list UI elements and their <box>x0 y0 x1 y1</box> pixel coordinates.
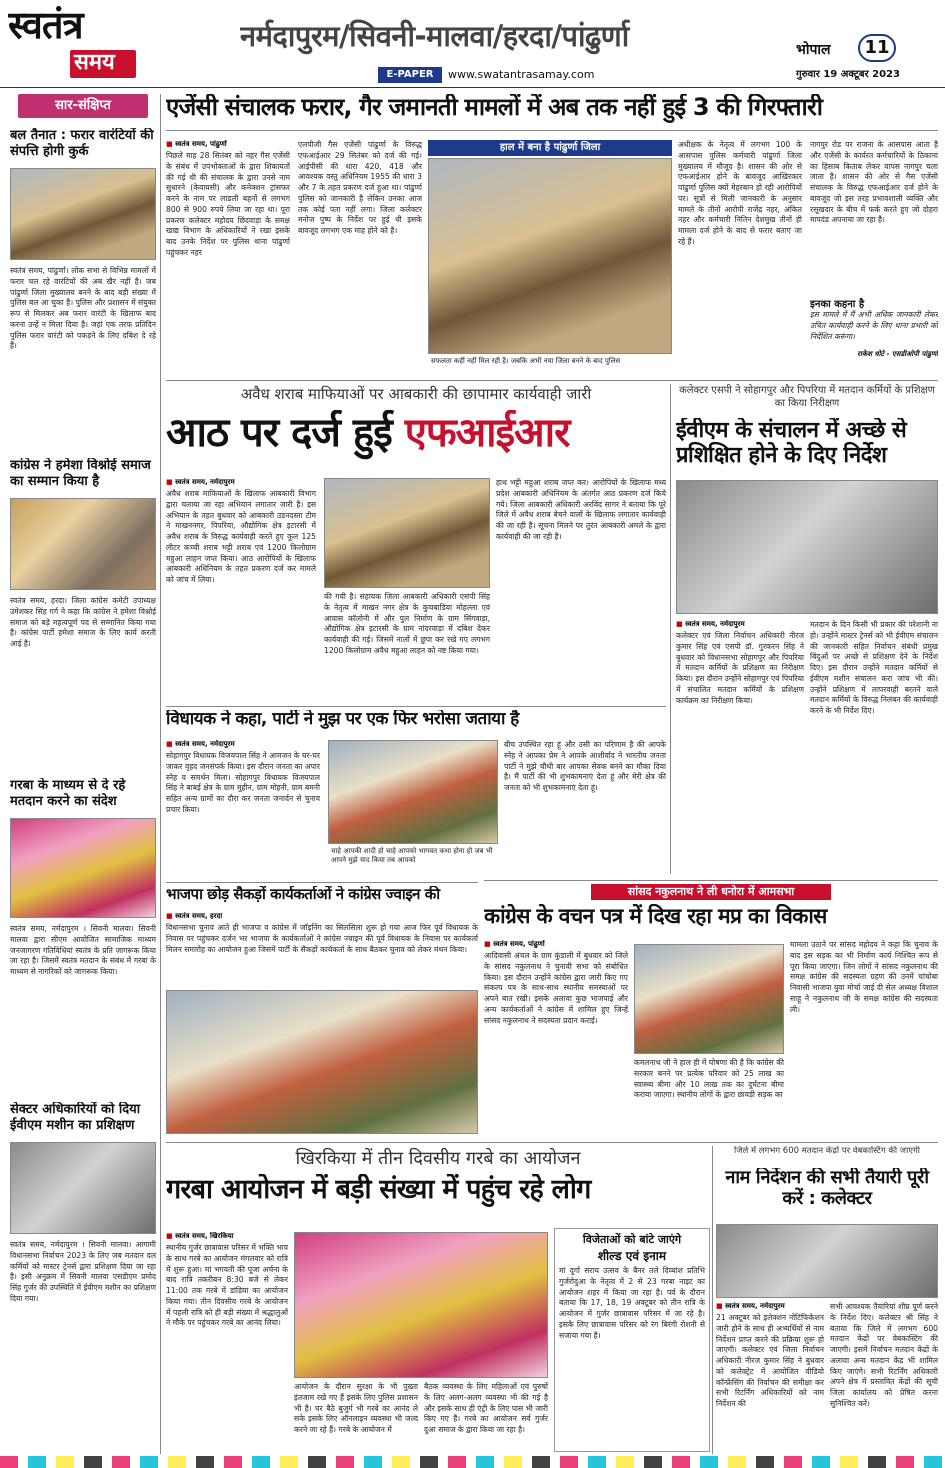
mla-photo <box>328 740 498 844</box>
liquor-byline: ■ स्वतंत्र समय, नर्मदापुरम <box>166 478 316 487</box>
bjp-join-text: विधानसभा चुनाव आते ही भाजपा व कांग्रेस में जॉइनिंग का सिलसिला शुरू हो गया आज फिर पूर्व विधायक के निवास पर पहुंचकर दर्जन भर भाजपा के कार्यकर्ताओं ने कांग्रेस ज्वाइन की पूर्व विधायक के निवास पर कार्यकर्ता मिलन समारोह का आयोजन हुआ जिसमें पार्टी के सैकड़ों कार्यकर्ता के साथ बैठकर चुनाव को लेकर मंथन किया। <box>166 923 478 954</box>
sidebar-item-title: कांग्रेस ने हमेशा विश्नोई समाज का सम्मान किया है <box>10 458 151 489</box>
nakul-text-1: आदिवासी अंचल के ग्राम कुंडाली में बुधवार को जिले के सांसद नकुलनाथ ने चुनावी सभा को संबोधित किया। इस दौरान उन्होंने कांग्रेस द्वारा जारी किए गए संकल्प पत्र के साथ-साथ स्थानीय समस्याओं पर अपने बात रखी। इसके अलावा कुछ भाजपाई और अन्य कार्यकर्ताओं ने कांग्रेस में शामिल हुए जिन्हें सांसद नकुलनाथ ने सदस्यता प्रदान कराई। <box>484 951 628 1025</box>
garba-prize-box <box>554 1228 710 1452</box>
nakul-photo <box>634 944 784 1054</box>
evm-story <box>676 384 938 874</box>
bjp-join-headline: भाजपा छोड़ सैकड़ों कार्यकर्ताओं ने कांग्रेस ज्वाइन की <box>166 886 440 903</box>
epaper-label: E-PAPER <box>378 67 442 83</box>
website: www.swatantrasamay.com <box>448 68 595 81</box>
nomination-photo <box>716 1224 938 1298</box>
sidebar-photo <box>10 818 156 918</box>
quote-author: राकेश धोटे - एसडीओपी पांढुर्णा <box>857 350 938 358</box>
bjp-join-photo <box>166 990 478 1134</box>
lead-photo-block <box>428 140 672 375</box>
lead-col-4 <box>810 140 938 375</box>
liquor-headline-part-2: एफआईआर <box>404 410 570 456</box>
quote-body: इस मामले में मैं अभी अधिक जानकारी लेकर उचित कार्यवाही करने के लिए थाना प्रभारी को निर्देशित करूंगा। <box>810 310 938 341</box>
lead-text-1: पिछले माह 28 सितंबर को नहर गैस एजेंसी के संबंध में उपभोक्ताओं के द्वारा शिकायतों की गई थी की संचालक के द्वारा उनसे नाम सुधारने (केवायसी) और कनेक्शन ट्रांसफर करने के नाम पर लाडली बहनों से लगभग 800 से 900 रुपये लिया जा रहा था। पूरा प्रकरण कलेक्टर महोदय छिंदवाड़ा के समक्ष खाद्य विभाग के अधिकारियों ने रखा इसके बाद उनके निर्देश पर पुलिस थाना पांढुर्णा पहुंचकर नहर <box>166 151 290 258</box>
mla-text-3: बीच उपस्थित रहा हूं और उसी का परिणाम है की आपके स्नेह ने आपका प्रेम ने आपके आशीर्वाद ने भारतीय जनता पार्टी ने मुझे चौथी बार आपका सेवक बनने का मौका दिया है। मैं पार्टी की भी शुभकामनाएं देता हूं और मेरी क्षेत्र की जनता को भी शुभकामनाएं देता हूं। <box>504 740 666 793</box>
liquor-kicker: अवैध शराब माफियाओं पर आबकारी की छापामार कार्यवाही जारी <box>240 385 592 403</box>
mla-story <box>166 710 666 880</box>
garba-col-1 <box>166 1232 288 1452</box>
lead-photo-caption: सफलता कहीं नहीं मिल रही है। जबकि अभी नया जिला बनने के बाद पुलिस <box>428 356 672 374</box>
sidebar-item-title: सेक्टर अधिकारियों को दिया ईवीएम मशीन का प्रशिक्षण <box>10 1102 141 1133</box>
nakul-kicker: सांसद नकुलनाथ ने ली धनोरा में आमसभा <box>591 884 831 900</box>
logo <box>8 6 158 84</box>
sidebar-item-title: बल तैनात : फरार वारंटियों की संपत्ति होगी कुर्क <box>10 128 154 159</box>
nomination-byline: ■ स्वतंत्र समय, नर्मदापुरम <box>716 1302 824 1311</box>
nomination-text-1: 21 अक्टूबर को इलेक्शन नोटिफिकेशन जारी होने के साथ ही अभ्यर्थियों से नाम निर्देशन प्राप्त करने की प्रक्रिया शुरू हो जाएगी। कलेक्टर एवं जिला निर्वाचन अधिकारी नीरज कुमार सिंह ने बुधवार को कलेक्ट्रेट में आयोजित वीडियो कॉन्फ्रेंसिंग की निर्वाचन की समीक्षा कर सभी रिटर्निंग अधिकारियों को नाम निर्देशन की <box>716 1313 824 1409</box>
liquor-headline <box>166 410 666 462</box>
evm-byline: ■ स्वतंत्र समय, नर्मदापुरम <box>676 620 804 629</box>
lead-text-2: एलपीजी गैस एजेंसी पांढुर्णा के विरुद्ध एफआईआर 29 सितंबर को दर्ज की गई। आईपीसी की धारा 420, 418 और आवश्यक वस्तु अधिनियम 1955 की धारा 3 और 7 के तहत प्रकरण दर्ज हुआ था। पांढुर्णा पुलिस को जानकारी है लेकिन उनका आज तक कोई पता नहीं लगा। जिला कलेक्टर मनोज पुष्प के निर्देश पर हुई थी इसके बावजूद लगभग एक माह होने को है। <box>298 140 422 236</box>
mla-col-1 <box>166 740 320 876</box>
nomination-text-2: सभी आवश्यक तैयारियां शीघ्र पूर्ण करने के निर्देश दिए। कलेक्टर श्री सिंह ने बताया कि जिले में लगभग 600 मतदान केंद्रों पर वेबकास्टिंग की जाएगी। इसमें निर्वाचन मतदान केंद्रों के अलावा अन्य मतदान केंद्र भी शामिल किए जाएंगे। सभी रिटर्निंग अधिकारी अपने क्षेत्र में प्रस्तावित केंद्रों की सूची जिला कार्यालय को प्रेषित करना सुनिश्चित करें। <box>830 1302 938 1409</box>
sidebar-item-body: स्वतंत्र समय, पांढुर्णा। लोक सभा से विभिन्न मामलों में फरार चल रहे वारंटियों की अब खैर नहीं है। जब पांढुर्णा जिला मुख्यालय बनने के बाद बड़ी संख्या में पुलिस बल आ चुका है। पुलिस और प्रशासन में संयुक्त रूप से मिलकर अब फरार वारंटी के खिलाफ बाद करना उन्हें न मिला दिया है। जहां एक तरफ प्रतिदिन पुलिस फरार वारंटी को पकड़ने के लिए दबिश दे रहे हैं। <box>10 266 156 351</box>
garba-photo <box>294 1232 548 1378</box>
garba-story <box>166 1146 710 1454</box>
sidebar-item-1 <box>10 128 156 428</box>
garba-text-3: बैठक व्यवस्था के लिए महिलाओं एवं पुरुषों के लिए अलग-अलग व्यवस्था भी की गई है और इसके साथ ही एंट्री के लिए पास भी जारी किए गए हैं। गरबे का आयोजन सर्व गुर्जर दुआ समाज के द्वारा किया जा रहा है। <box>424 1382 548 1435</box>
nakul-col-1 <box>484 940 628 1136</box>
nomination-headline: नाम निर्देशन की सभी तैयारी पूरी करें : कलेक्टर <box>725 1168 929 1209</box>
sidebar-section-label: सार-संक्षिप्त <box>18 94 148 118</box>
nakul-story <box>484 884 938 1138</box>
bjp-join-story <box>166 886 478 1138</box>
mla-headline: विधायक ने कहा, पार्टी ने मुझ पर एक फिर भरोसा जताया है <box>166 710 519 729</box>
mla-photo-caption: चाहे आपकी शादी हो चाहे आपको भागवत कथा होना हो जब भी आपने मुझे याद किया तब आपको <box>328 846 498 874</box>
page-number: 11 <box>858 34 896 62</box>
quote-title: इनका कहना है <box>810 299 865 310</box>
nakul-text-3: मामला उठाने पर सांसद महोदय ने कहा कि चुनाव के बाद इस सड़क का भी निर्माण कार्य निश्चित रूप से पूरा किया जाएगा। जिन लोगों ने सांसद नकुलनाथ की समक्ष कांग्रेस की सदस्यता ग्रहण की उनमें चांचोबा निवासी भाजपा युवा मोर्चा जाई दी सेल अध्यक्ष विशाल साहू ने नकुलनाथ जी के समक्ष कांग्रेस की सदस्यता ली। <box>790 940 938 1014</box>
liquor-text-1: अवैध शराब माफियाओं के खिलाफ आबकारी विभाग द्वारा चलाया जा रहा अभियान लगातार जारी है। इस अभियान के तहत बुधवार को आबकारी उडनदस्ता टीम ने माखननगर, पिपरिया, औद्योगिक क्षेत्र इटारसी में अवैध शराब के विरुद्ध कार्यवाही करते हुए कुल 125 लीटर कच्ची शराब भट्टी शराब एवं 1200 किलोग्राम महुआ लाहन जप्त किया। आठ आरोपियों के खिलाफ आबकारी अधिनियम के तहत प्रकरण दर्ज कर मामले को जांच में लिया। <box>166 489 316 585</box>
sidebar-photo <box>10 1142 156 1234</box>
evm-col-1 <box>676 620 804 870</box>
sidebar-item-4 <box>10 1102 156 1452</box>
lead-headline: एजेंसी संचालक फरार, गैर जमानती मामलों में अब तक नहीं हुई 3 की गिरफ्तारी <box>166 94 823 121</box>
nomination-kicker: जिले में लगभग 600 मतदान केंद्रों पर वेबकास्टिंग की जाएगी <box>734 1146 920 1156</box>
nomination-col-1 <box>716 1302 824 1452</box>
sidebar-item-body: स्वतंत्र समय, हरदा। जिला कांग्रेस कमेटी उपाध्यक्ष उमेशकर सिंह गर्ग ने कहा कि कांग्रेस ने हमेशा विश्नोई समाज को बड़े महत्वपूर्ण पद से सम्मानित किया गया है। कांग्रेस पार्टी हमेशा समाज के लिए कार्य करती आई है। <box>10 596 156 649</box>
prize-box-title-1: विजेताओं को बांटे जाएंगे <box>582 1233 682 1246</box>
liquor-col-1 <box>166 478 316 698</box>
logo-bottom: समय <box>74 50 115 75</box>
liquor-text-3: हाथ भट्टी महुआ शराब जप्त कर। आरोपियों के खिलाफ मध्य प्रदेश आबकारी अधिनियम के अंतर्गत आठ प्रकरण दर्ज किये गये। जिला आबकारी अधिकारी अरविंद सागर ने बताया कि पूरे जिले में अवैध शराब बेचने वालों के खिलाफ लगातार कार्यवाही की जा रही है। सूचना मिलने पर तुरंत आबकारी अमले के द्वारा कार्यवाही की जा रही है। <box>496 478 666 541</box>
sidebar-item-body: स्वतंत्र समय, नर्मदापुरम । सिवनी मालवा। आगामी विधानसभा निर्वाचन 2023 के लिए जब मतदान दल कर्मियों को मास्टर ट्रेनर्स द्वारा प्रशिक्षण दिया जा रहा है। इसी अनुक्रम में सिवनी मालवा एसडीएम प्रमोद सिंह गुर्जर की उपस्थिति में ईवीएम मशीन का प्रशिक्षण दिया गया। <box>10 1240 156 1303</box>
evm-headline: ईवीएम के संचालन में अच्छे से प्रशिक्षित होने के दिए निर्देश <box>676 418 907 469</box>
liquor-photo <box>324 478 490 588</box>
nakul-byline: ■ स्वतंत्र समय, पांढुर्णा <box>484 940 628 949</box>
bjp-join-byline: ■ स्वतंत्र समय, हरदा <box>166 912 478 921</box>
sidebar-portrait <box>10 498 156 590</box>
sidebar-item-2 <box>10 458 156 758</box>
sidebar <box>10 94 156 1454</box>
nakul-photo-caption: कमलनाथ जी ने हाल ही में घोषणा की है कि कांग्रेस की सरकार बनने पर प्रत्येक परिवार को 25 लाख का स्वास्थ्य बीमा और 10 लाख तक का दुर्घटना बीमा कराया जाएगा। स्थानीय लोगों के द्वारा छावड़ी सड़क का <box>634 1058 784 1100</box>
lead-col-1 <box>166 140 290 375</box>
mla-text-1: सोहागपुर विधायक विजयपाल सिंह ने आमजन के घर-घर जाकर वृहद जनसंपर्क किया। इस दौरान जनता का अपार स्नेह व समर्थन मिला। सोहागपुर विधायक विजयपाल सिंह ने बाबई क्षेत्र के ग्राम मुहीन, ग्राम मोहनी, ग्राम बमनी सहित अन्य ग्रामों का दौरा कर जनता जनार्दन से चुनाव प्रचार किया। <box>166 751 320 814</box>
issue-date: गुरुवार 19 अक्टूबर 2023 <box>796 69 900 80</box>
liquor-text-2: की गयी है। सहायक जिला आबकारी अधिकारी एसपी सिंह के नेतृत्व में माखन नगर क्षेत्र के कुचबाडिया मोहल्ला एवं आवास कॉलोनी में और पुल निर्माण के ग्राम सिंगवाड़ा, औद्योगिक क्षेत्र इटारसी के ग्राम नांदरवाड़ा में दबिश देकर कार्यवाही की गई। जिसमें नालों में छुपा कर रखे गए लगभग 1200 किलोग्राम अवैध महुआ लाहन को नष्ट किया गया। <box>324 592 490 655</box>
sidebar-item-title: गरबा के माध्यम से दे रहे मतदान करने का संदेश <box>10 778 126 809</box>
mla-byline: ■ स्वतंत्र समय, नर्मदापुरम <box>166 740 320 749</box>
sidebar-photo <box>10 168 156 260</box>
garba-byline: ■ स्वतंत्र समय, खिरकिया <box>166 1232 288 1241</box>
lead-byline: ■ स्वतंत्र समय, पांढुर्णा <box>166 140 290 149</box>
edition-title: नर्मदापुरम/सिवनी-मालवा/हरदा/पांढुर्णा <box>240 19 629 53</box>
masthead <box>0 0 945 88</box>
sidebar-item-3 <box>10 778 156 1088</box>
liquor-headline-part-1: आठ पर दर्ज हुई <box>166 410 405 456</box>
prize-box-title-2: शील्ड एवं इनाम <box>597 1249 667 1263</box>
logo-top: स्वतंत्र <box>8 6 83 47</box>
evm-text-1: कलेक्टर एवं जिला निर्वाचन अधिकारी नीरज कुमार सिंह एवं एसपी डॉ. गुरकरन सिंह ने बुधवार को विधानसभा सोहागपुर और पिपरिया में मतदान कर्मियों के प्रशिक्षण का निरीक्षण किया। इस दौरान उन्होंने सोहागपुर एवं पिपरिया में संचालित मतदान कर्मियों के प्रशिक्षण कार्यक्रम का निरीक्षण किया। <box>676 631 804 705</box>
city-label: भोपाल <box>796 42 831 58</box>
evm-kicker: कलेक्टर एसपी ने सोहागपुर और पिपरिया में मतदान कर्मियों के प्रशिक्षण का किया निरीक्षण <box>679 385 935 409</box>
evm-text-2: मतदान के दिन किसी भी प्रकार की परेशानी ना हो। उन्होंने मास्टर ट्रेनर्स को भी ईवीएम संचालन की जानकारी सहित निर्वाचन संबंधी प्रमुख बिंदुओं पर अच्छे से प्रशिक्षण देने के निर्देश दिए। इस दौरान उन्होंने मतदान कर्मियों से ईवीएम मशीन संचालन करा जांच भी की। उन्होंने प्रशिक्षण में लापरवाही बरतने वाले मतदान कर्मियों के विरुद्ध निलंबन की कार्यवाही करने के भी निर्देश दिए। <box>810 620 938 716</box>
evm-photo <box>676 480 938 614</box>
garba-kicker: खिरकिया में तीन दिवसीय गरबे का आयोजन <box>295 1148 581 1169</box>
liquor-story <box>166 384 666 704</box>
lead-text-4: नागपुर रोड पर राजना के आसपास आता है और एजेंसी के कार्यरत कर्मचारियों के ठिकाना का हिसाब किताब लेकर वापस नागपुर चला जाता है। शासन की ओर से गैस एजेंसी संचालक के विरुद्ध एफआईआर दर्ज होने के बावजूद जो इस तरह प्रभावशाली व्यक्ति और रसूखदार के बीच में फर्क करते हुए जो दोहरा मापदंड अपनाया जा रहा है। <box>810 140 938 225</box>
color-registration-strip <box>0 1456 945 1468</box>
garba-headline: गरबा आयोजन में बड़ी संख्या में पहुंच रहे लोग <box>166 1174 591 1205</box>
prize-box-text: मां दुर्गा सराय उत्सव के बैनर तले दिव्यांश प्रतिभि गुर्जरोदुआ के नेतृत्व में 2 से 23 गरबा नाइट का आयोजन शहर में किया जा रहा है। पर्व के दौरान बताया कि 17, 18, 19 अक्टूबर को तीन रात्रि के आयोजन में गुर्जर छात्रावास परिसर में जा रहे है। इसके लिए छात्रावास परिसर को रंग बिरंगी रोशनी से सजाया गया है। <box>559 1266 705 1340</box>
garba-text-2: आयोजन के दौरान सुरक्षा के भी पुख्ता इंतजाम रखे गए हैं इसके लिए पुलिस प्रशासन भी है। घर बैठे बुजुर्ग भी गरबे का आनंद ले सके इसके लिए ऑनलाइन व्यवस्था भी जल्द करने जा रहे हैं। गरबे के आयोजन में <box>294 1382 418 1435</box>
lead-story <box>166 94 938 379</box>
sidebar-item-body: स्वतंत्र समय, नर्मदापुरम । सिवनी मालवा। सिवनी मालवा द्वारा सीएम आयोजित सामाजिक माध्यम जनजागरण गतिविधियां स्वतंत्र के प्रति जागरूक किया जा रहा है। जिसमें स्वतंत्र मतदान के संबंध में गरबा के माध्यम से नागरिकों को जागरूक किया। <box>10 924 156 977</box>
nakul-headline: कांग्रेस के वचन पत्र में दिख रहा मप्र का विकास <box>484 904 827 928</box>
lead-photo <box>428 158 672 354</box>
lead-photo-label: हाल में बना है पांढुर्णा जिला <box>428 140 672 156</box>
lead-text-3: अधीक्षक के नेतृत्व में लगभग 100 के आसपास पुलिस कर्मचारी पांढुर्णा जिला मुख्यालय में मौजूद है। शासन की ओर से एफआईआर होने के बावजूद आखिरकार पांढुर्णा पुलिस क्यों मेहरबान हो रही आरोपियों पर। सूत्रों से मिली जानकारी के अनुसार मामले के तीनों आरोपी राजेंद्र नहर, अंकित नहर और कर्मचारी नितिन देशमुख तीनों ही मामला दर्ज होने के बाद से फरार बताए जा रहे हैं। <box>678 140 802 247</box>
nomination-story <box>716 1146 938 1454</box>
garba-text-1: स्थानीय गुर्जर छात्रावास परिसर में भक्ति भाव के साथ गरबे का आयोजन मंगलवार को रात्रि में शुरू हुआ। मां भगवती की पूजा अर्चना के बाद रात्रि तकरीबन 8:30 बजे से लेकर 11:00 तक गरबे में डांडिया का आयोजन किया गया। तीन दिवसीय गरबे के आयोजन में पहली रात्रि को ही बड़ी संख्या में श्रद्धालुओं ने मौके पर पहुंचकर गरबे का आनंद लिया। <box>166 1243 288 1328</box>
